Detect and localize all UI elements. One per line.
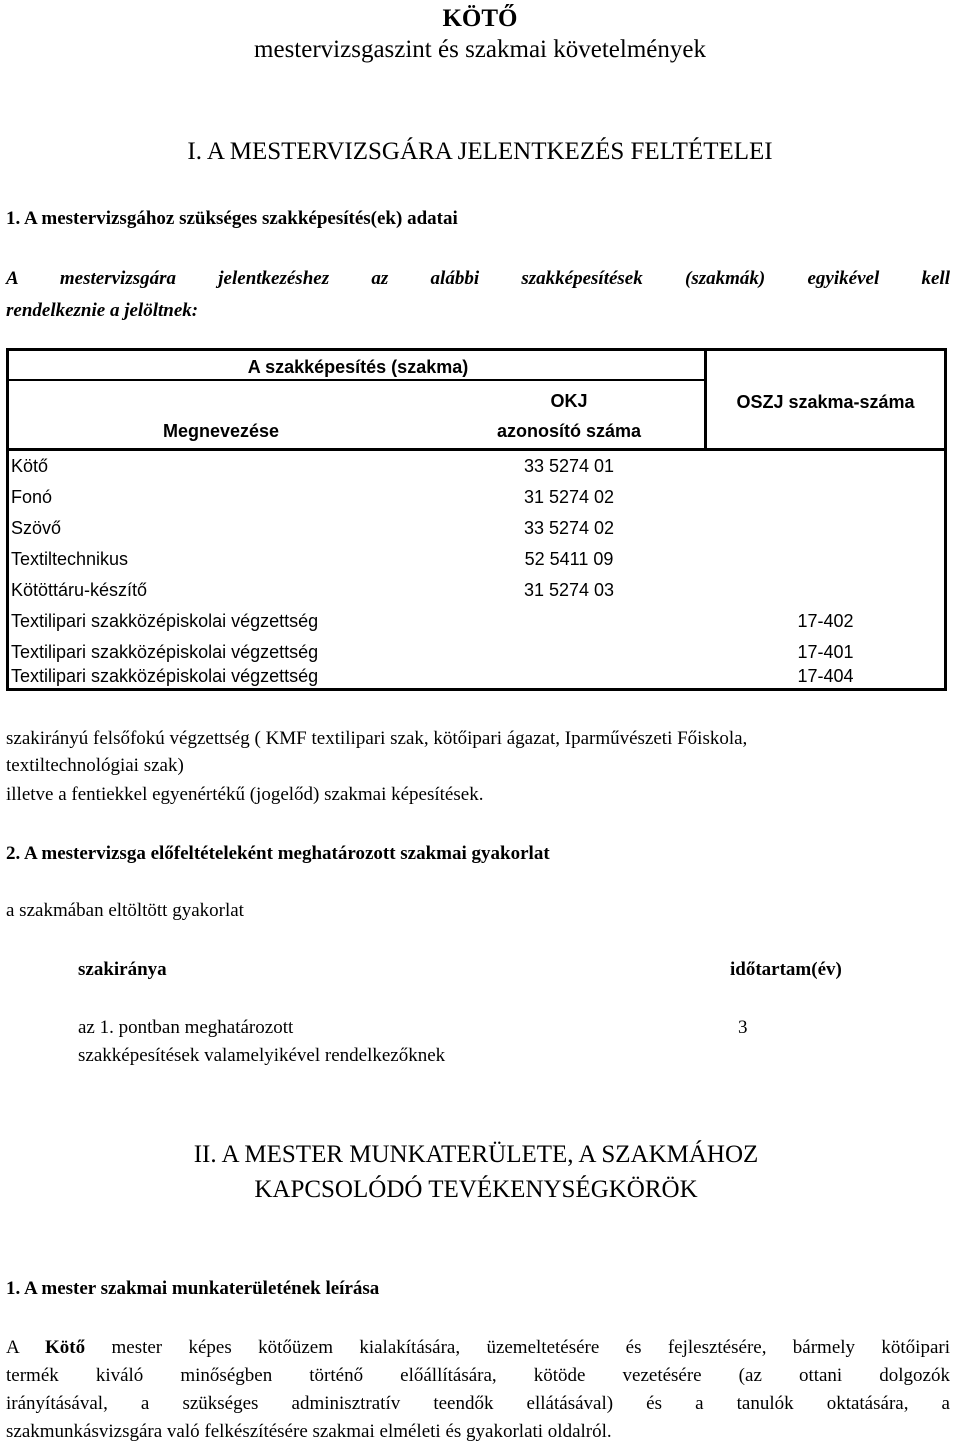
table-cell-name: Szövő (11, 518, 62, 538)
table-cell-name: Textiltechnikus (11, 549, 129, 569)
table-divider-group (9, 379, 707, 381)
description-line-2: termék kiváló minőségben történő előállítására, kötöde vezetésére (az ottani dolgozók (6, 1365, 950, 1386)
table-col-okj-line-2: azonosító száma (496, 421, 642, 441)
table-col-oszj: OSZJ szakma-száma (736, 392, 915, 412)
table-row (9, 513, 944, 544)
item-2-heading: 2. A mestervizsga előfeltételeként meghatározott szakmai gyakorlat (6, 843, 550, 864)
table-cell-name: Kötöttáru-készítő (11, 580, 148, 600)
table-cell-name: Textilipari szakközépiskolai végzettség (11, 666, 319, 686)
table-cell-name: Textilipari szakközépiskolai végzettség (11, 642, 319, 662)
table-cell-name: Fonó (11, 487, 53, 507)
section-1-heading: I. A MESTERVIZSGÁRA JELENTKEZÉS FELTÉTELEI (187, 138, 773, 165)
practice-row-line-2: szakképesítések valamelyikével rendelkezőknek (78, 1045, 446, 1066)
after-table-line-2: textiltechnológiai szak) (6, 755, 184, 776)
table-col-name: Megnevezése (162, 421, 280, 441)
section-2-heading-line-1: II. A MESTER MUNKATERÜLETE, A SZAKMÁHOZ (193, 1141, 759, 1168)
table-cell-okj: 31 5274 03 (523, 580, 615, 600)
after-table-line-3: illetve a fentiekkel egyenértékű (jogelőd) szakmai képesítések. (6, 784, 484, 805)
table-row (9, 544, 944, 575)
table-row (9, 451, 944, 482)
practice-row-value: 3 (738, 1017, 748, 1038)
description-prefix: A (6, 1337, 46, 1358)
description-line-1 (6, 1334, 950, 1361)
table-cell-oszj: 17-404 (797, 666, 854, 686)
table-cell-name: Textilipari szakközépiskolai végzettség (11, 611, 319, 631)
item-1-intro-line-1: A mestervizsgára jelentkezéshez az alábbi szakképesítések (szakmák) egyikével kell (6, 268, 950, 289)
table-row (9, 482, 944, 513)
section-2-item-1-heading: 1. A mester szakmai munkaterületének leírása (6, 1278, 380, 1299)
description-line-3: irányításával, a szükséges adminisztratív teendők ellátásával) és a tanulók oktatására, a (6, 1393, 950, 1414)
table-cell-okj: 31 5274 02 (523, 487, 615, 507)
practice-col-direction: szakiránya (78, 959, 167, 980)
item-2-intro: a szakmában eltöltött gyakorlat (6, 900, 244, 921)
table-row (9, 606, 944, 637)
section-2-heading-line-2: KAPCSOLÓDÓ TEVÉKENYSÉGKÖRÖK (254, 1176, 698, 1203)
table-cell-oszj: 17-402 (797, 611, 854, 631)
table-row (9, 659, 944, 688)
table-cell-oszj: 17-401 (797, 642, 854, 662)
description-line-1-rest: mester képes kötőüzem kialakítására, üzemeltetésére és fejlesztésére, bármely kötőipari (85, 1337, 950, 1358)
after-table-line-1: szakirányú felsőfokú végzettség ( KMF textilipari szak, kötőipari ágazat, Iparművészeti Főiskola, (6, 728, 748, 749)
document-subtitle: mestervizsgaszint és szakmai követelmények (254, 36, 706, 63)
practice-row-line-1: az 1. pontban meghatározott (78, 1017, 294, 1038)
item-1-intro-line-2: rendelkeznie a jelöltnek: (6, 300, 199, 321)
table-cell-name: Kötő (11, 456, 49, 476)
table-cell-okj: 52 5411 09 (524, 549, 614, 569)
table-row (9, 575, 944, 606)
document-title: KÖTŐ (442, 5, 518, 32)
item-1-heading: 1. A mestervizsgához szükséges szakképesítés(ek) adatai (6, 208, 458, 229)
description-trade-name: Kötő (45, 1337, 86, 1358)
practice-col-duration: időtartam(év) (730, 959, 842, 980)
table-col-okj-line-1: OKJ (550, 391, 588, 411)
table-group-header: A szakképesítés (szakma) (247, 357, 469, 377)
table-cell-okj: 33 5274 02 (523, 518, 615, 538)
table-cell-okj: 33 5274 01 (523, 456, 615, 476)
qualification-table (6, 348, 947, 691)
description-line-4: szakmunkásvizsgára való felkészítésére szakmai elméleti és gyakorlati oldalról. (6, 1421, 612, 1442)
